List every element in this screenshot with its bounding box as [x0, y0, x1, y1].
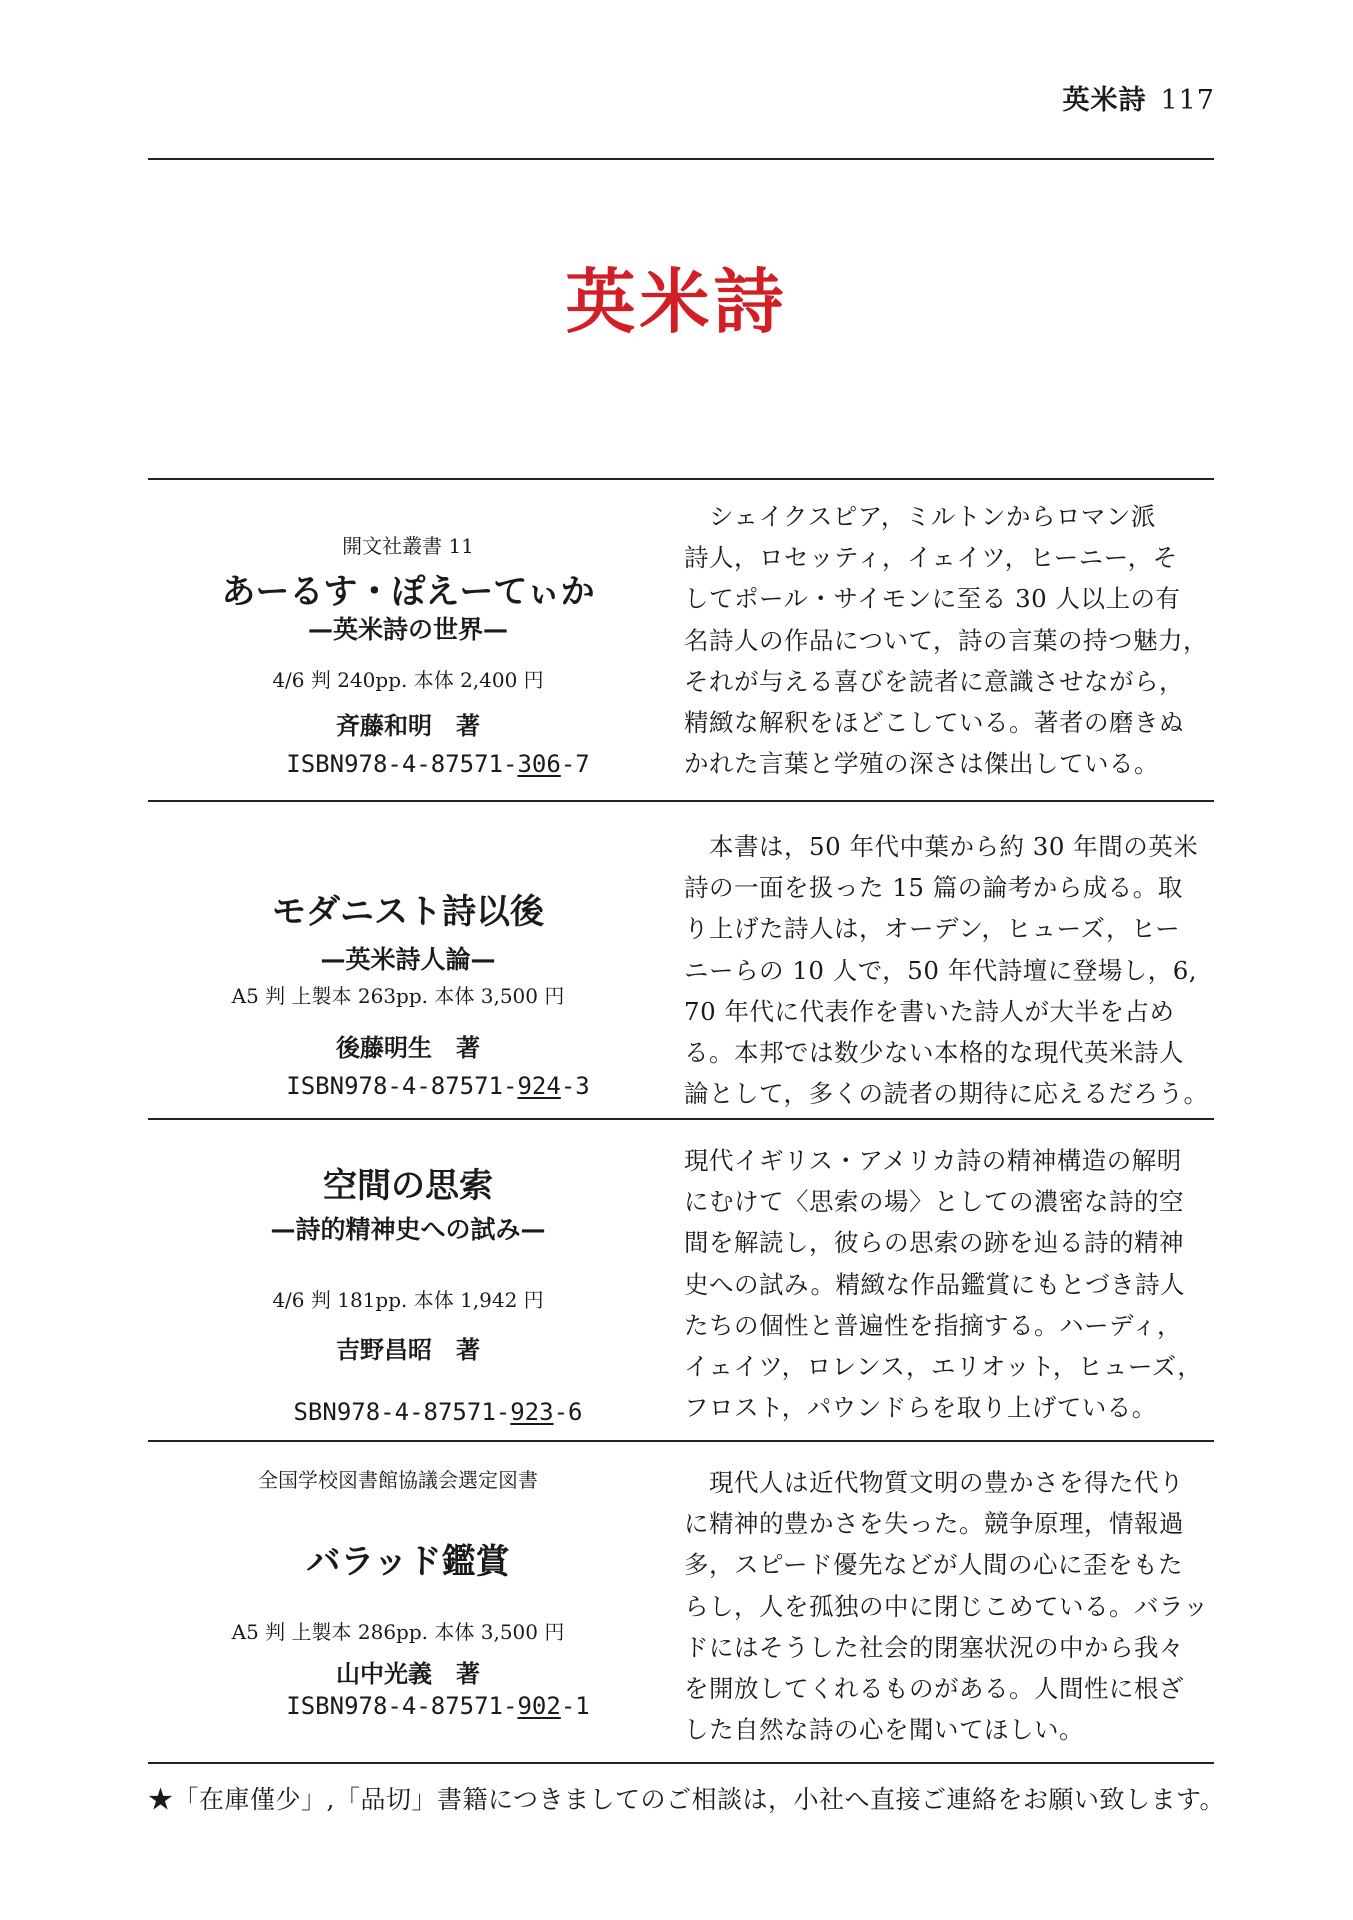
book-title: バラッド鑑賞 — [306, 1542, 510, 1582]
book-title: 空間の思索 — [323, 1166, 493, 1206]
book-spec: 4/6 判 181pp. 本体 1,942 円 — [272, 1288, 544, 1312]
isbn: ISBN978-4-87571-306-7 — [286, 750, 590, 778]
isbn: SBN978-4-87571-923-6 — [293, 1398, 583, 1426]
isbn: ISBN978-4-87571-902-1 — [286, 1692, 590, 1720]
book-author: 後藤明生 著 — [336, 1034, 480, 1062]
book-subtitle: —英米詩人論— — [320, 945, 496, 974]
book-entry — [148, 800, 1214, 1118]
book-entry — [148, 478, 1214, 800]
section-title: 英米詩 — [565, 261, 788, 343]
book-spec: A5 判 上製本 286pp. 本体 3,500 円 — [231, 1620, 565, 1644]
book-description: 本書は，50 年代中葉から約 30 年間の英米 詩の一面を扱った 15 篇の論考から成る。取 り上げた詩人は，オーデン，ヒューズ，ヒー ニーらの 10 人で，50 年代詩壇に登場し，6, 70 年代に代表作を書いた詩人が大半を占め る。本邦では数少ない本格的な現代英米詩人 論として，多くの読者の期待に応えるだろう。 — [684, 832, 1209, 1109]
running-header — [1062, 78, 1215, 117]
footer-note: ★「在庫僅少」,「品切」書籍につきましてのご相談は，小社へ直接ご連絡をお願い致します。 — [148, 1785, 1225, 1814]
book-title: モダニスト詩以後 — [272, 892, 544, 932]
isbn: ISBN978-4-87571-924-3 — [286, 1072, 590, 1100]
book-title: あーるす・ぽえーてぃか — [221, 572, 595, 612]
book-subtitle: —詩的精神史への試み— — [270, 1215, 546, 1244]
book-subtitle: —英米詩の世界— — [307, 615, 508, 644]
book-description: シェイクスピア，ミルトンからロマン派 詩人，ロセッティ，イェイツ，ヒーニー，そ してポール・サイモンに至る 30 人以上の有 名詩人の作品について，詩の言葉の持つ魅力， それが与える喜びを読者に意識させながら， 精緻な解釈をほどこしている。著者の磨きぬ かれた言葉と学殖の深さは傑出している。 — [684, 502, 1209, 779]
book-spec: A5 判 上製本 263pp. 本体 3,500 円 — [231, 984, 565, 1008]
book-description: 現代イギリス・アメリカ詩の精神構造の解明 にむけて〈思索の場〉としての濃密な詩的空 間を解読し，彼らの思索の跡を辿る詩的精神 史への試み。精緻な作品鑑賞にもとづき詩人 たちの個性と普遍性を指摘する。ハーディ， イェイツ，ロレンス，エリオット，ヒューズ， フロスト，パウンドらを取り上げている。 — [684, 1146, 1203, 1423]
book-spec: 4/6 判 240pp. 本体 2,400 円 — [272, 668, 544, 692]
bottom-rule — [148, 1762, 1214, 1764]
header-title: 英米詩 — [1062, 85, 1147, 116]
book-entry — [148, 1118, 1214, 1440]
book-description: 現代人は近代物質文明の豊かさを得た代り に精神的豊かさを失った。競争原理，情報過 多，スピード優先などが人間の心に歪をもた らし，人を孤独の中に閉じこめている。バラッ ドにはそうした社会的閉塞状況の中から我々 を開放してくれるものがある。人間性に根ざ した自然な詩の心を聞いてほしい。 — [684, 1468, 1209, 1745]
series-label: 開文社叢書 11 — [342, 534, 474, 558]
book-author: 吉野昌昭 著 — [336, 1336, 480, 1364]
book-entry — [148, 1440, 1214, 1762]
page-number: 117 — [1160, 85, 1215, 116]
header-rule — [148, 158, 1214, 160]
book-author: 斉藤和明 著 — [336, 712, 480, 740]
book-author: 山中光義 著 — [336, 1660, 480, 1688]
selection-label: 全国学校図書館協議会選定図書 — [258, 1468, 538, 1492]
